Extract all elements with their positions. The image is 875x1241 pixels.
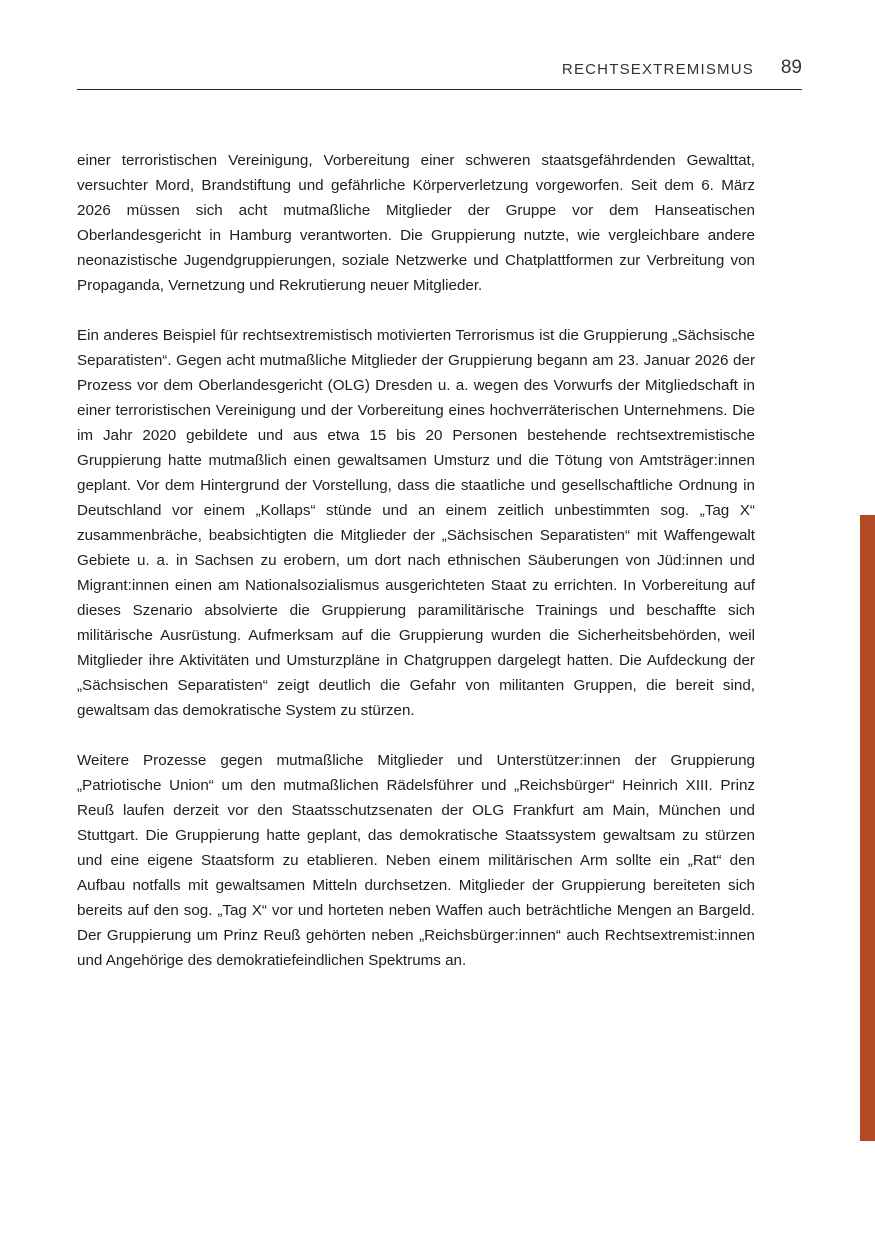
paragraph-2: Ein anderes Beispiel für rechtsextremistisch motivierten Terrorismus ist die Gruppierung „Sächsische Separatisten“. Gegen acht mutmaßliche Mitglieder der Gruppierung begann am 23. Januar 2026 der Prozess vor dem Oberlandesgericht (OLG) Dresden u. a. wegen des Vorwurfs der Mitgliedschaft in einer terroristischen Vereinigung und der Vorbereitung eines hochverräterischen Unternehmens. Die im Jahr 2020 gebildete und aus etwa 15 bis 20 Personen bestehende rechtsextremistische Gruppierung hatte mutmaßlich einen gewaltsamen Umsturz und die Tötung von Amtsträger:innen geplant. Vor dem Hintergrund der Vorstellung, dass die staatliche und gesellschaftliche Ordnung in Deutschland vor einem „Kollaps“ stünde und an einem zeitlich unbestimmten sog. „Tag X“ zusammenbräche, beabsichtigten die Mitglieder der „Sächsischen Separatisten“ mit Waffengewalt Gebiete u. a. in Sachsen zu erobern, um dort nach ethnischen Säuberungen von Jüd:innen und Migrant:innen einen am Nationalsozialismus ausgerichteten Staat zu errichten. In Vorbereitung auf dieses Szenario absolvierte die Gruppierung paramilitärische Trainings und beschaffte sich militärische Ausrüstung. Aufmerksam auf die Gruppierung wurden die Sicherheitsbehörden, weil Mitglieder ihre Aktivitäten und Umsturzpläne in Chatgruppen dargelegt hatten. Die Aufdeckung der „Sächsischen Separatisten“ zeigt deutlich die Gefahr von militanten Gruppen, die bereit sind, gewaltsam das demokratische System zu stürzen. [77,327,755,719]
body-text [77,148,755,998]
page-number: 89 [780,57,802,78]
paragraph-1: einer terroristischen Vereinigung, Vorbereitung einer schweren staatsgefährdenden Gewalttat, versuchter Mord, Brandstiftung und gefährliche Körperverletzung vorgeworfen. Seit dem 6. März 2026 müssen sich acht mutmaßliche Mitglieder der Gruppe vor dem Hanseatischen Oberlandesgericht in Hamburg verantworten. Die Gruppierung nutzte, wie vergleichbare andere neonazistische Jugendgruppierungen, soziale Netzwerke und Chatplattformen zur Verbreitung von Propaganda, Vernetzung und Rekrutierung neuer Mitglieder. [77,152,755,294]
chapter-accent-bar [860,515,875,1141]
paragraph-3: Weitere Prozesse gegen mutmaßliche Mitglieder und Unterstützer:innen der Gruppierung „Patriotische Union“ um den mutmaßlichen Rädelsführer und „Reichsbürger“ Heinrich XIII. Prinz Reuß laufen derzeit vor den Staatsschutzsenaten der OLG Frankfurt am Main, München und Stuttgart. Die Gruppierung hatte geplant, das demokratische Staatssystem gewaltsam zu stürzen und eine eigene Staatsform zu etablieren. Neben einem militärischen Arm sollte ein „Rat“ den Aufbau notfalls mit gewaltsamen Mitteln durchsetzen. Mitglieder der Gruppierung bereiteten sich bereits auf den sog. „Tag X“ vor und horteten neben Waffen auch beträchtliche Mengen an Bargeld. Der Gruppierung um Prinz Reuß gehörten neben „Reichsbürger:innen“ auch Rechtsextremist:innen und Angehörige des demokratiefeindlichen Spektrums an. [77,752,755,969]
section-title: RECHTSEXTREMISMUS [561,61,754,78]
running-header [77,56,802,90]
